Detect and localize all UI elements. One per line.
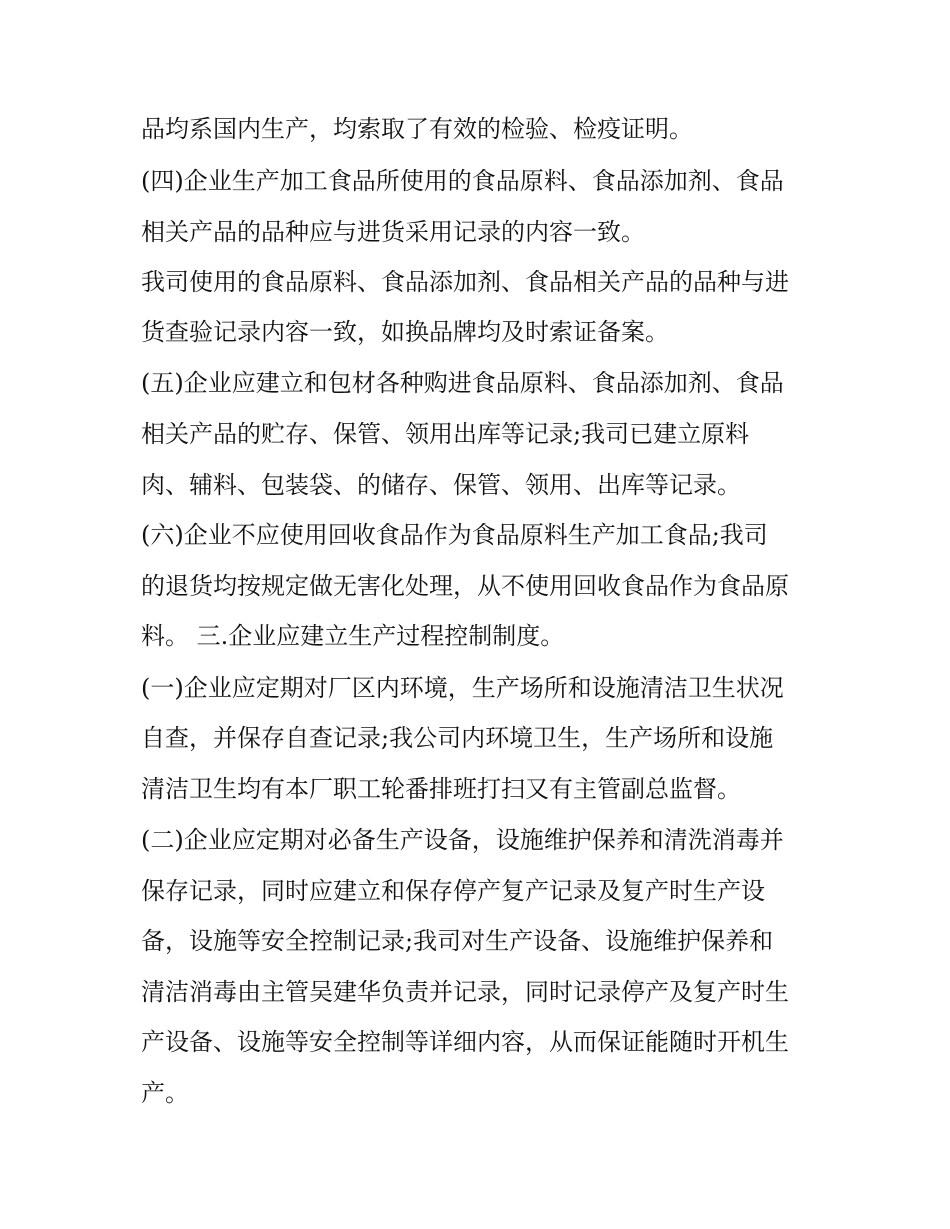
text-line: (二)企业应定期对必备生产设备，设施维护保养和清洗消毒并 [141,826,784,854]
text-line: 我司使用的食品原料、食品添加剂、食品相关产品的品种与进 [141,268,789,296]
text-line: 清洁消毒由主管吴建华负责并记录，同时记录停产及复产时生 [141,978,789,1006]
text-line: 备，设施等安全控制记录;我司对生产设备、设施维护保养和 [141,927,774,955]
text-line: 产设备、设施等安全控制等详细内容，从而保证能随时开机生 [141,1028,789,1056]
text-line: (六)企业不应使用回收食品作为食品原料生产加工食品;我司 [141,521,768,549]
text-line: 料。 三.企业应建立生产过程控制制度。 [141,622,565,650]
text-line: 保存记录，同时应建立和保存停产复产记录及复产时生产设 [141,877,765,905]
text-line: 货查验记录内容一致，如换品牌均及时索证备案。 [141,318,669,346]
text-line: 相关产品的品种应与进货采用记录的内容一致。 [141,218,645,246]
text-line: 自查，并保存自查记录;我公司内环境卫生，生产场所和设施 [141,724,774,752]
text-line: (四)企业生产加工食品所使用的食品原料、食品添加剂、食品 [141,167,784,195]
text-line: 的退货均按规定做无害化处理，从不使用回收食品作为食品原 [141,572,789,600]
text-line: 相关产品的贮存、保管、领用出库等记录;我司已建立原料 [141,420,750,448]
text-line: (五)企业应建立和包材各种购进食品原料、食品添加剂、食品 [141,369,784,397]
text-line: 清洁卫生均有本厂职工轮番排班打扫又有主管副总监督。 [141,775,741,803]
text-line: 肉、辅料、包装袋、的储存、保管、领用、出库等记录。 [141,471,741,499]
text-line: (一)企业应定期对厂区内环境，生产场所和设施清洁卫生状况 [141,674,784,702]
text-line: 品均系国内生产，均索取了有效的检验、检疫证明。 [141,115,693,143]
text-line: 产。 [141,1079,189,1107]
